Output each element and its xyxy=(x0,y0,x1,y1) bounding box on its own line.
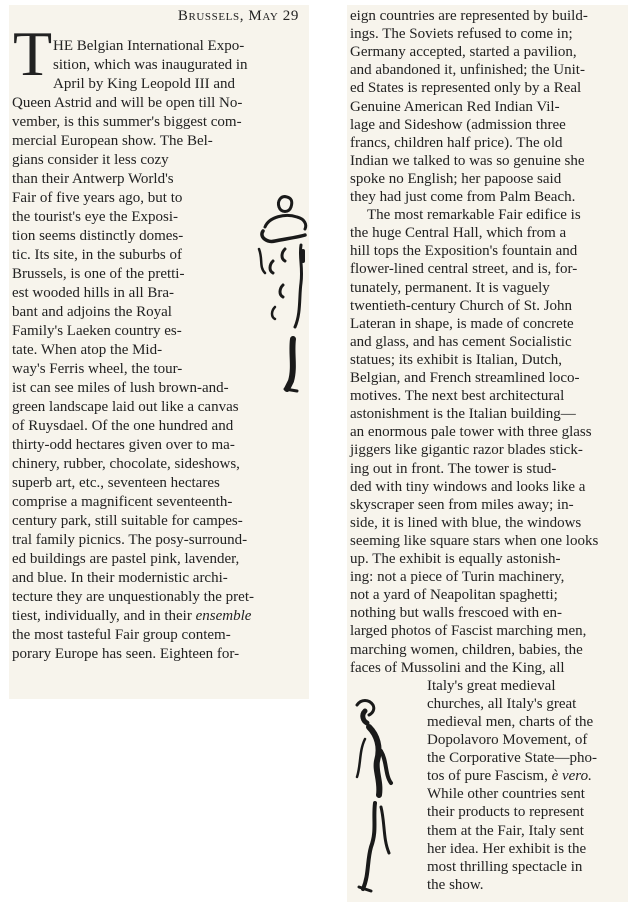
body-line: medieval men, charts of the xyxy=(427,713,594,730)
body-line: churches, all Italy's great xyxy=(427,695,577,712)
body-line: sition, which was inaugurated in xyxy=(53,57,248,73)
body-line: her idea. Her exhibit is the xyxy=(427,840,587,857)
body-line: Lateran in shape, is made of concrete xyxy=(350,315,574,332)
body-line: Queen Astrid and will be open till No- xyxy=(12,95,243,111)
body-line: The most remarkable Fair edifice is xyxy=(367,207,581,224)
body-line: gians consider it less cozy xyxy=(12,152,169,168)
body-line: an enormous pale tower with three glass xyxy=(350,424,592,441)
body-line: tic. Its site, in the suburbs of xyxy=(12,247,182,263)
italic-phrase: è vero. xyxy=(551,768,592,785)
dateline: Brussels, May 29 xyxy=(177,8,299,24)
body-line: the Corporative State—pho- xyxy=(427,750,597,767)
body-line: faces of Mussolini and the King, all xyxy=(350,659,565,676)
body-line: tunately, permanent. It is vaguely xyxy=(350,279,550,296)
body-line: the tourist's eye the Exposi- xyxy=(12,209,179,225)
body-line: of Ruysdael. Of the one hundred and xyxy=(12,418,234,434)
body-line: ist can see miles of lush brown-and- xyxy=(12,380,229,396)
body-line: nothing but walls frescoed with en- xyxy=(350,605,563,622)
body-line: Italy's great medieval xyxy=(427,677,556,694)
marching-figure-illustration xyxy=(351,691,421,897)
body-line: and glass, and has cement Socialistic xyxy=(350,333,572,350)
body-line: tate. When atop the Mid- xyxy=(12,342,163,358)
body-line: While other countries sent xyxy=(427,786,585,803)
body-line: Brussels, is one of the pretti- xyxy=(12,266,185,282)
body-line: Genuine American Red Indian Vil- xyxy=(350,98,560,115)
body-line: seeming like square stars when one looks xyxy=(350,532,599,549)
body-line: ed buildings are pastel pink, lavender, xyxy=(12,551,240,567)
body-line: ing out in front. The tower is stud- xyxy=(350,460,557,477)
body-line: larged photos of Fascist marching men, xyxy=(350,623,587,640)
body-line: comprise a magnificent seventeenth- xyxy=(12,494,233,510)
body-line: ings. The Soviets refused to come in; xyxy=(350,26,573,43)
body-line: vember, is this summer's biggest com- xyxy=(12,114,242,130)
body-line: them at the Fair, Italy sent xyxy=(427,822,584,839)
body-line: astonishment is the Italian building— xyxy=(350,406,576,423)
body-line: HE Belgian International Expo- xyxy=(53,38,245,54)
body-line: up. The exhibit is equally astonish- xyxy=(350,551,561,567)
body-line: eign countries are represented by build- xyxy=(350,8,588,24)
body-line: marching women, children, babies, the xyxy=(350,641,583,658)
body-line: they had just come from Palm Beach. xyxy=(350,189,576,205)
body-line: Germany accepted, started a pavilion, xyxy=(350,44,577,61)
body-line: and abandoned it, unfinished; the Unit- xyxy=(350,62,585,79)
body-line: skyscraper seen from miles away; in- xyxy=(350,496,574,513)
body-line: their products to represent xyxy=(427,804,585,821)
body-line: mercial European show. The Bel- xyxy=(12,133,213,149)
body-line: superb art, etc., seventeen hectares xyxy=(12,475,220,491)
drop-cap: T xyxy=(13,18,53,89)
body-line xyxy=(12,607,251,625)
body-line: bant and adjoins the Royal xyxy=(12,304,172,320)
body-line: tion seems distinctly domes- xyxy=(12,228,184,244)
body-line: Dopolavoro Movement, of xyxy=(427,732,588,748)
body-line: not a yard of Neapolitan spaghetti; xyxy=(350,587,558,604)
body-line: flower-lined central street, and is, for- xyxy=(350,261,578,278)
body-text: tos of pure Fascism, xyxy=(427,768,548,785)
body-line: century park, still suitable for campes- xyxy=(12,513,243,529)
body-line: the show. xyxy=(427,876,484,893)
body-line: jiggers like gigantic razor blades stick- xyxy=(350,442,583,459)
body-line: Fair of five years ago, but to xyxy=(12,190,183,206)
body-line: Belgian, and French streamlined loco- xyxy=(350,370,580,386)
italic-word: ensemble xyxy=(195,608,252,624)
body-line: francs, children half price). The old xyxy=(350,134,563,151)
body-line: motives. The next best architectural xyxy=(350,388,565,405)
body-line: hill tops the Exposition's fountain and xyxy=(350,243,578,260)
body-line: most thrilling spectacle in xyxy=(427,858,583,875)
body-line xyxy=(427,767,592,785)
body-line: tral family picnics. The posy-surround- xyxy=(12,532,248,548)
body-line: side, it is lined with blue, the windows xyxy=(350,514,582,531)
body-line: Family's Laeken country es- xyxy=(12,323,182,339)
body-line: statues; its exhibit is Italian, Dutch, xyxy=(350,351,563,368)
body-line: ded with tiny windows and looks like a xyxy=(350,478,586,495)
body-line: ed States is represented only by a Real xyxy=(350,80,582,97)
body-line: porary Europe has seen. Eighteen for- xyxy=(12,646,240,662)
body-line: and blue. In their modernistic archi- xyxy=(12,570,228,586)
body-line: twentieth-century Church of St. John xyxy=(350,297,573,314)
body-line: est wooded hills in all Bra- xyxy=(12,285,175,301)
body-line: green landscape laid out like a canvas xyxy=(12,399,239,415)
body-text: tiest, individually, and in their xyxy=(12,608,192,624)
body-line: the most tasteful Fair group contem- xyxy=(12,627,231,643)
cartoon-figure-illustration xyxy=(245,187,309,397)
body-line: spoke no English; her papoose said xyxy=(350,170,562,187)
body-line: way's Ferris wheel, the tour- xyxy=(12,361,183,377)
right-column xyxy=(347,5,628,902)
left-column xyxy=(9,5,309,699)
body-line: ing: not a piece of Turin machinery, xyxy=(350,569,565,586)
body-line: lage and Sideshow (admission three xyxy=(350,116,566,133)
body-line: Indian we talked to was so genuine she xyxy=(350,152,585,169)
body-line: thirty-odd hectares given over to ma- xyxy=(12,437,235,453)
body-line: chinery, rubber, chocolate, sideshows, xyxy=(12,456,240,472)
body-line: the huge Central Hall, which from a xyxy=(350,225,567,242)
body-line: tecture they are unquestionably the pret- xyxy=(12,589,254,605)
body-line: than their Antwerp World's xyxy=(12,171,174,187)
body-line: April by King Leopold III and xyxy=(53,76,236,92)
